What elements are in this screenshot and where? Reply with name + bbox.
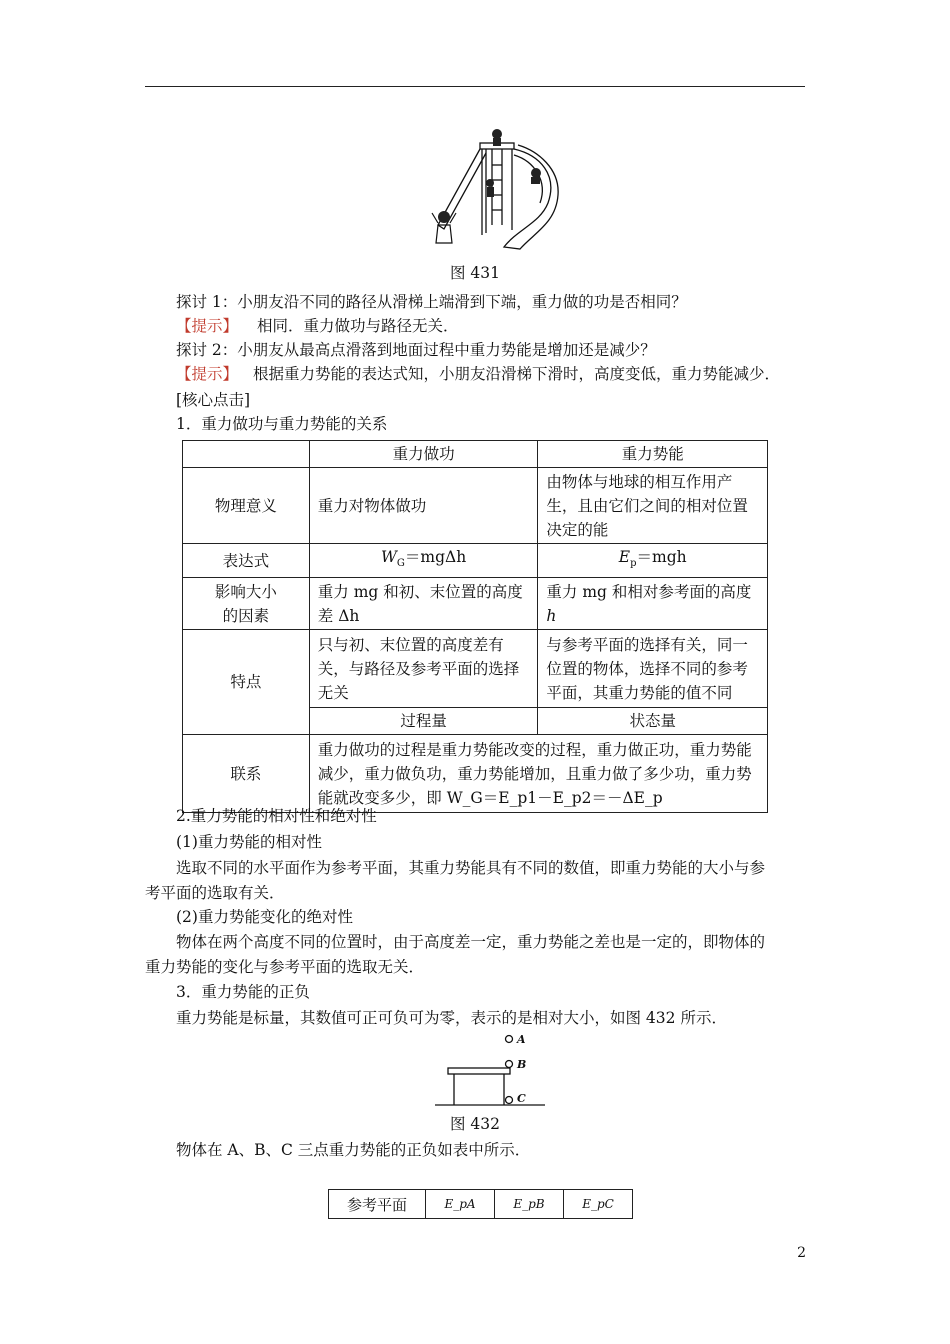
section-3-title: 3．重力势能的正负 <box>176 983 310 1001</box>
slide-illustration <box>430 125 560 255</box>
section-2-1-text-a: 选取不同的水平面作为参考平面，其重力势能具有不同的数值，即重力势能的大小与参 <box>176 859 766 877</box>
hint-1-line <box>176 314 458 338</box>
section-2-2-text-b: 重力势能的变化与参考平面的选取无关． <box>145 958 425 976</box>
header-rule <box>145 86 805 87</box>
section-2-1-text-b: 考平面的选取有关． <box>145 884 285 902</box>
section-3-text: 重力势能是标量，其数值可正可负可为零，表示的是相对大小，如图 432 所示． <box>176 1009 727 1027</box>
header-energy: 重力势能 <box>538 441 768 468</box>
epa-header: E_pA <box>426 1190 495 1219</box>
row-meaning-work: 重力对物体做功 <box>309 468 538 544</box>
relation-formula: W_G＝E_p1－E_p2＝－ΔE_p <box>446 788 663 807</box>
figure-431-caption: 图 431 <box>449 264 500 282</box>
hint-2-text: 根据重力势能的表达式知，小朋友沿滑梯下滑时，高度变低，重力势能减少． <box>252 365 780 383</box>
header-work: 重力做功 <box>309 441 538 468</box>
epb-header: E_pB <box>495 1190 564 1219</box>
row-meaning-energy: 由物体与地球的相互作用产生，且由它们之间的相对位置决定的能 <box>538 468 768 544</box>
table-points-figure <box>430 1030 550 1110</box>
section-2-2-text-a: 物体在两个高度不同的位置时，由于高度差一定，重力势能之差也是一定的，即物体的 <box>176 933 766 951</box>
section-2-1-title: (1)重力势能的相对性 <box>176 833 322 851</box>
discussion-1: 探讨 1：小朋友沿不同的路径从滑梯上端滑到下端，重力做的功是否相同？ <box>176 293 687 311</box>
section-2-2-title: (2)重力势能变化的绝对性 <box>176 908 353 926</box>
row-formula-energy: $E_p=mgh$ <box>538 544 768 578</box>
section-3-text-2: 物体在 A、B、C 三点重力势能的正负如表中所示． <box>176 1141 531 1159</box>
discussion-2: 探讨 2：小朋友从最高点滑落到地面过程中重力势能是增加还是减少？ <box>176 341 656 359</box>
section-2-title: 2.重力势能的相对性和绝对性 <box>176 807 377 825</box>
row-formula-label: 表达式 <box>183 544 310 578</box>
hint-1-text: 相同．重力做功与路径无关． <box>256 317 459 335</box>
row-factors-label: 影响大小 的因素 <box>183 578 310 630</box>
hint-2-line <box>176 362 780 386</box>
page-number: 2 <box>797 1245 806 1261</box>
row-formula-work: $W_G=mg\Delta h$ <box>309 544 538 578</box>
row-features-energy: 与参考平面的选择有关，同一位置的物体，选择不同的参考平面，其重力势能的值不同 <box>538 630 768 708</box>
row-factors-energy: 重力 mg 和相对参考面的高度 h <box>538 578 768 630</box>
section-1-title: 1．重力做功与重力势能的关系 <box>176 415 388 433</box>
row-meaning-label: 物理意义 <box>183 468 310 544</box>
sign-table <box>328 1189 633 1219</box>
row-features-label: 特点 <box>183 630 310 735</box>
figure-432-caption: 图 432 <box>449 1115 500 1133</box>
row-relation-label: 联系 <box>183 735 310 813</box>
point-a-label: A <box>517 1033 526 1046</box>
table-corner <box>183 441 310 468</box>
hint-label: 【提示】 <box>176 317 239 335</box>
ref-plane-header: 参考平面 <box>329 1190 426 1219</box>
hint-label: 【提示】 <box>176 365 239 383</box>
point-c-label: C <box>517 1092 526 1105</box>
core-points-title: [核心点击] <box>176 391 251 409</box>
epc-header: E_pC <box>564 1190 633 1219</box>
row-quantity-energy: 状态量 <box>538 708 768 735</box>
row-factors-work: 重力 mg 和初、末位置的高度 差 Δh <box>309 578 538 630</box>
point-b-label: B <box>517 1058 527 1071</box>
row-relation-text: 重力做功的过程是重力势能改变的过程，重力做正功，重力势能减少，重力做负功，重力势能增加，且重力做了多少功，重力势能就改变多少，即 W_G＝E_p1－E_p2＝－ΔE_p <box>309 735 767 813</box>
comparison-table <box>182 440 768 813</box>
row-features-work: 只与初、末位置的高度差有关，与路径及参考平面的选择无关 <box>309 630 538 708</box>
row-quantity-work: 过程量 <box>309 708 538 735</box>
